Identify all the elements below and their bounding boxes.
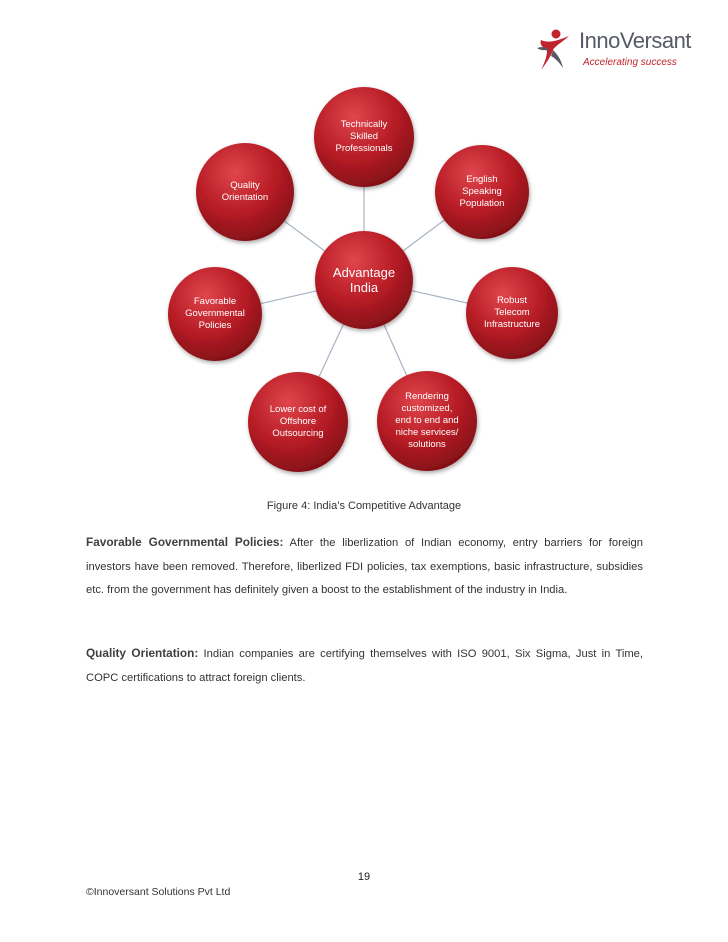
node-label: Robust Telecom Infrastructure bbox=[484, 295, 540, 330]
page-number: 19 bbox=[357, 871, 371, 883]
paragraph-heading: Quality Orientation: bbox=[86, 646, 199, 660]
center-node-label: Advantage India bbox=[332, 265, 396, 295]
figure-caption: Figure 4: India’s Competitive Advantage bbox=[266, 500, 462, 512]
node-favorable-governmental-policies bbox=[168, 267, 262, 361]
node-label: Favorable Governmental Policies bbox=[185, 296, 245, 331]
node-label: Technically Skilled Professionals bbox=[335, 119, 393, 154]
node-quality-orientation bbox=[196, 143, 294, 241]
node-rendering-customized-services bbox=[377, 371, 477, 471]
node-label: Lower cost of Offshore Outsourcing bbox=[269, 404, 327, 439]
node-english-speaking-population bbox=[435, 145, 529, 239]
logo-name: InnoVersant bbox=[579, 28, 691, 53]
paragraph-text: Indian companies are certifying themselves with ISO 9001, Six Sigma, Just in Time, COPC certifications to attract foreign clients. bbox=[86, 648, 643, 684]
node-label: Rendering customized, end to end and niche services/ solutions bbox=[395, 391, 459, 450]
node-label: Quality Orientation bbox=[221, 180, 269, 203]
node-lower-cost-offshore-outsourcing bbox=[248, 372, 348, 472]
paragraph-favorable-policies bbox=[86, 531, 643, 603]
connector-line bbox=[412, 291, 467, 303]
connector-line bbox=[384, 325, 407, 376]
node-label: English Speaking Population bbox=[459, 174, 505, 209]
footer-copyright: ©Innoversant Solutions Pvt Ltd bbox=[86, 886, 231, 898]
paragraph-text: After the liberlization of Indian economy, entry barriers for foreign investors have been removed. Therefore, liberlized FDI policies, tax exemptions, basic infrastructure, subsidies etc. from the government has definitely given a boost to the establishment of the industry in India. bbox=[86, 537, 643, 596]
center-node bbox=[315, 231, 413, 329]
connector-line bbox=[319, 324, 343, 376]
logo-tagline: Accelerating success bbox=[583, 57, 677, 68]
connector-line bbox=[261, 291, 316, 304]
paragraph-heading: Favorable Governmental Policies: bbox=[86, 535, 284, 549]
paragraph-quality-orientation bbox=[86, 642, 643, 690]
node-technically-skilled-professionals bbox=[314, 87, 414, 187]
node-robust-telecom-infrastructure bbox=[466, 267, 558, 359]
